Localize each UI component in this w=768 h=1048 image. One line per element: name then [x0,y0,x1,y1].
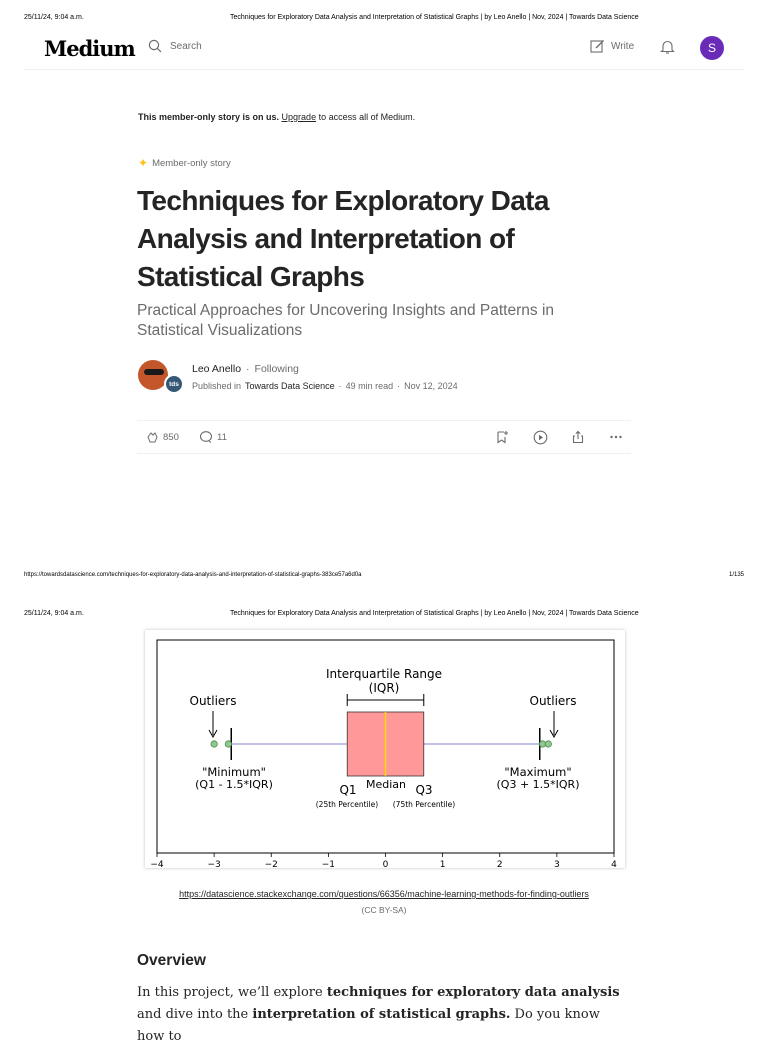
clap-count: 850 [163,431,179,443]
minimum-formula: (Q1 - 1.5*IQR) [195,778,273,791]
print-date: 25/11/24, 9:04 a.m. [24,14,84,21]
write-icon [590,39,605,54]
topbar [24,30,744,70]
member-tag-label: Member-only story [152,157,231,169]
read-time: 49 min read [345,381,394,391]
upgrade-link[interactable]: Upgrade [281,112,317,122]
overview-paragraph: In this project, we’ll explore techniques for exploratory data analysis and dive into the interpretation of statistical graphs. Do you know how to [137,985,620,1044]
q1-label: Q1 [339,783,357,797]
star-icon: ✦ [138,156,149,170]
minimum-label: "Minimum" [202,765,266,779]
responses-button[interactable] [199,430,227,444]
bookmark-add-icon [495,430,509,444]
member-notice [138,112,415,122]
article-title: Techniques for Exploratory Data Analysis and Interpretation of Statistical Graphs [137,185,549,292]
publication-badge[interactable]: tds [164,374,184,394]
iqr-abbrev: (IQR) [368,681,400,695]
notice-bold: This member-only story is on us. [138,112,280,122]
print-page-number: 1/135 [728,572,744,578]
q3-percentile: (75th Percentile) [392,800,456,809]
x-tick-label: 0 [382,860,389,870]
image-license: (CC BY-SA) [361,905,407,915]
x-tick-label: 4 [611,860,617,870]
bell-icon [660,39,675,55]
share-button[interactable] [571,430,585,444]
image-source-link[interactable]: https://datascience.stackexchange.com/questions/66356/machine-learning-methods-for-finding-outliers [179,889,589,899]
search-icon [148,39,162,53]
notifications-button[interactable] [660,39,675,60]
x-tick-label: −3 [207,860,221,870]
x-tick-label: 3 [554,860,560,870]
published-prefix: Published in [192,381,242,391]
user-avatar[interactable]: S [700,36,724,60]
outliers-right-label: Outliers [529,694,577,708]
save-button[interactable] [495,430,509,444]
publication-line: Published in Towards Data Science · 49 min read · Nov 12, 2024 [192,381,458,391]
boxplot-chart [145,630,625,868]
clap-button[interactable] [145,430,179,444]
outlier-point [211,741,217,747]
share-icon [571,430,585,444]
author-line: Leo Anello · Following [192,363,299,375]
clap-icon [145,430,159,444]
search-box[interactable] [148,39,202,53]
median-label: Median [365,778,407,791]
arrow-left [209,711,217,737]
x-tick-label: −2 [264,860,278,870]
action-bar [137,420,631,454]
author-name[interactable]: Leo Anello [192,363,242,375]
x-tick-label: 1 [439,860,446,870]
write-button[interactable] [590,39,634,54]
q1-percentile: (25th Percentile) [315,800,379,809]
more-icon [609,430,623,444]
outlier-point [545,741,551,747]
outliers-left-label: Outliers [189,694,237,708]
comment-icon [199,430,213,444]
member-only-tag [138,156,231,170]
outlier-point [225,741,231,747]
section-heading: Overview [137,952,206,969]
iqr-bracket [347,694,424,706]
print-title: Techniques for Exploratory Data Analysis and Interpretation of Statistical Graphs | by Leo Anello | Nov, 2024 | Towards Data Science [230,610,639,617]
article-subtitle: Practical Approaches for Uncovering Insights and Patterns in Statistical Visualizations [137,302,555,339]
response-count: 11 [217,431,227,443]
x-tick-label: −1 [321,860,336,870]
boxplot-figure [145,630,625,868]
write-label: Write [611,41,635,52]
search-input[interactable]: Search [170,40,202,52]
q3-label: Q3 [415,783,433,797]
x-tick-label: −4 [150,860,164,870]
maximum-label: "Maximum" [504,765,572,779]
publication-link[interactable]: Towards Data Science [245,381,335,391]
x-tick-label: 2 [496,860,503,870]
iqr-title: Interquartile Range [325,667,443,681]
publish-date: Nov 12, 2024 [404,381,458,391]
print-title: Techniques for Exploratory Data Analysis and Interpretation of Statistical Graphs | by Leo Anello | Nov, 2024 | Towards Data Science [230,14,639,21]
maximum-formula: (Q3 + 1.5*IQR) [496,778,580,791]
arrow-right [550,711,558,737]
more-button[interactable] [609,430,623,444]
print-url: https://towardsdatascience.com/techniques-for-exploratory-data-analysis-and-interpretation-of-statistical-graphs-383ce57a6d0a [24,572,362,578]
follow-button[interactable]: Following [254,363,299,375]
notice-rest: to access all of Medium. [318,112,416,122]
listen-button[interactable] [533,430,548,445]
print-date: 25/11/24, 9:04 a.m. [24,610,84,617]
play-icon [533,430,548,445]
medium-logo[interactable]: Medium [44,36,135,61]
